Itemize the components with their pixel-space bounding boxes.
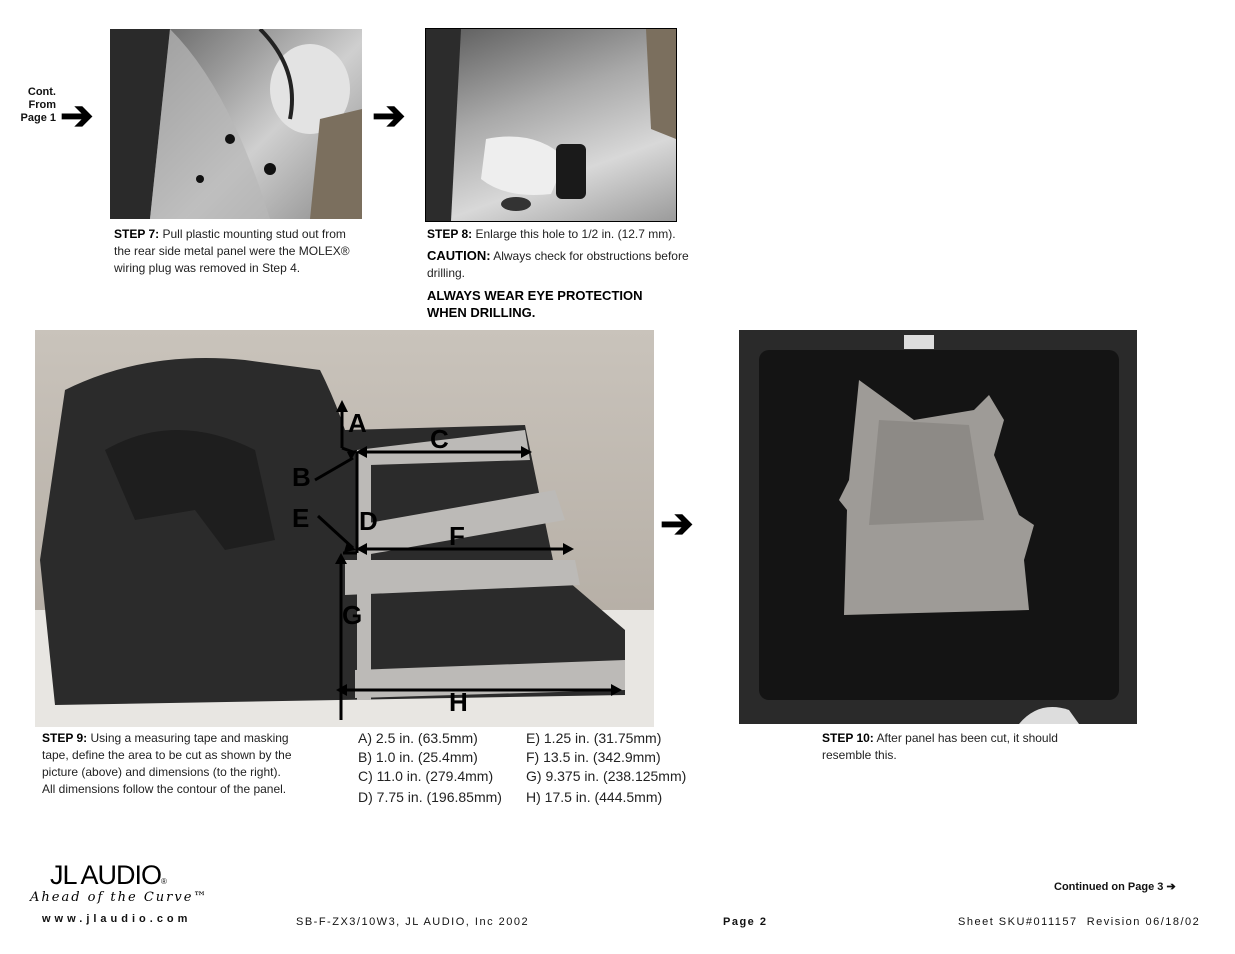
dimension-item: C) 11.0 in. (279.4mm) (358, 768, 494, 784)
step8-photo-art (426, 29, 676, 221)
dimension-item: E) 1.25 in. (31.75mm) (526, 730, 662, 746)
step8-caption: STEP 8: Enlarge this hole to 1/2 in. (12.7 mm). (427, 227, 676, 241)
label-b: B (292, 462, 311, 492)
sheet-sku: Sheet SKU#011157 Revision 06/18/02 (958, 916, 1201, 928)
label-d: D (359, 506, 378, 536)
doc-id: SB-F-ZX3/10W3, JL AUDIO, Inc 2002 (296, 916, 530, 928)
continued-label: Continued on Page 3 ➔ (1054, 881, 1176, 893)
step10-photo-art (739, 330, 1137, 724)
arrow-right-icon: ➔ (372, 94, 406, 138)
step10-photo (739, 330, 1137, 724)
dimension-item: D) 7.75 in. (196.85mm) (358, 789, 502, 805)
dimension-item: H) 17.5 in. (444.5mm) (526, 789, 663, 805)
arrow-right-icon: ➔ (60, 94, 94, 138)
label-f: F (449, 521, 465, 551)
step8-warning: ALWAYS WEAR EYE PROTECTION WHEN DRILLING. (427, 288, 643, 320)
label-e: E (292, 503, 310, 533)
step7-caption: STEP 7: Pull plastic mounting stud out from the rear side metal panel were the MOLEX® wiring plug was removed in Step 4. (114, 227, 350, 275)
step8-caution: CAUTION: Always check for obstructions before drilling. (427, 248, 689, 280)
dimension-item: F) 13.5 in. (342.9mm) (526, 749, 661, 765)
cont-from-label: Cont. From Page 1 (20, 86, 56, 124)
label-c: C (430, 424, 449, 454)
step7-photo (110, 29, 362, 219)
brand-tagline: Ahead of the Curve™ (30, 890, 209, 905)
dimension-item: G) 9.375 in. (238.125mm) (526, 768, 687, 784)
step8-photo (425, 28, 677, 222)
label-a: A (348, 408, 367, 438)
step9-photo (35, 330, 654, 727)
step10-caption: STEP 10: After panel has been cut, it should resemble this. (822, 731, 1058, 762)
step7-photo-art (110, 29, 362, 219)
label-g: G (342, 600, 363, 630)
dimension-lines (35, 330, 654, 727)
label-h: H (449, 687, 468, 717)
page-number: Page 2 (723, 916, 768, 928)
step9-caption: STEP 9: Using a measuring tape and masking tape, define the area to be cut as shown by the picture (above) and dimensions (to the right). All dimensions follow the contour of the panel. (42, 731, 292, 796)
dimension-item: B) 1.0 in. (25.4mm) (358, 749, 478, 765)
arrow-right-icon: ➔ (660, 502, 694, 546)
brand-logo: JL AUDIO® (50, 860, 167, 890)
website-link[interactable]: www.jlaudio.com (42, 913, 192, 925)
dimension-item: A) 2.5 in. (63.5mm) (358, 730, 478, 746)
